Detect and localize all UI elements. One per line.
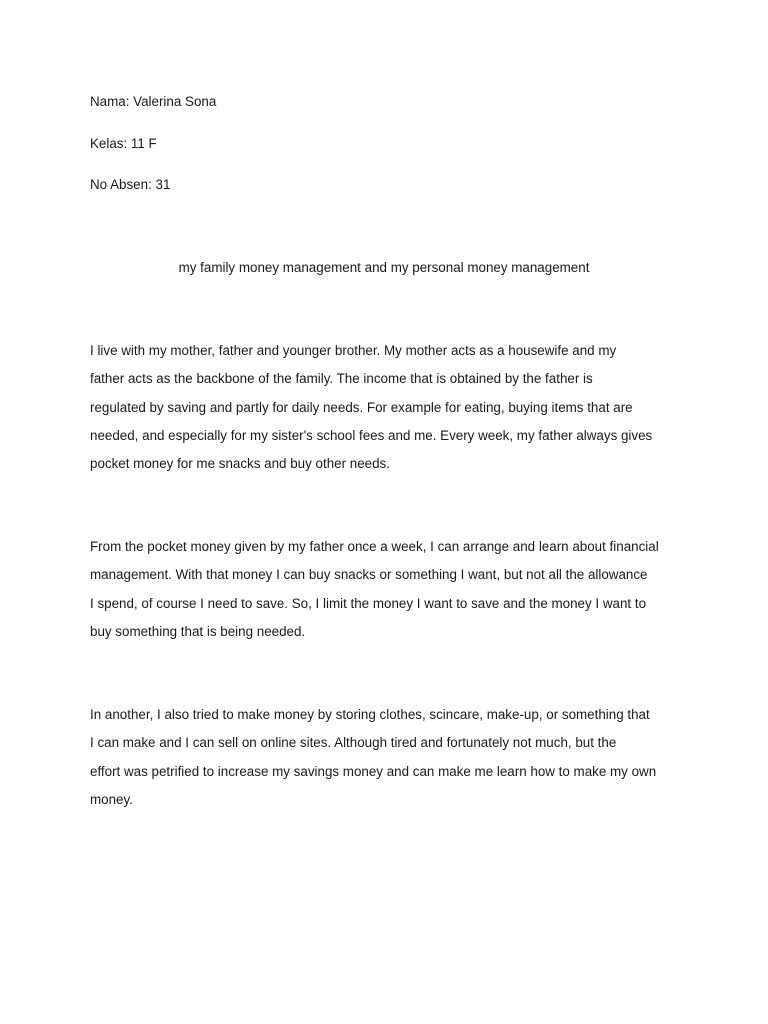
paragraph-online-selling <box>90 701 680 814</box>
paragraph-line: In another, I also tried to make money by storing clothes, scincare, make-up, or something that <box>90 707 650 722</box>
paragraph-line: management. With that money I can buy snacks or something I want, but not all the allowance <box>90 567 648 583</box>
student-name-line: Nama: Valerina Sona <box>90 94 217 109</box>
document-title: my family money management and my personal money management <box>178 260 590 275</box>
paragraph-family-income <box>90 337 680 478</box>
paragraph-line: I can make and I can sell on online sites. Although tired and fortunately not much, but the <box>90 735 617 751</box>
paragraph-line: needed, and especially for my sister's school fees and me. Every week, my father always gives <box>90 427 653 443</box>
paragraph-line: regulated by saving and partly for daily needs. For example for eating, buying items that are <box>90 399 633 415</box>
paragraph-line: pocket money for me snacks and buy other needs. <box>90 456 390 472</box>
student-class-line: Kelas: 11 F <box>90 136 157 151</box>
paragraph-pocket-money <box>90 533 680 646</box>
paragraph-line: effort was petrified to increase my savings money and can make me learn how to make my own <box>90 763 657 779</box>
student-absen-line: No Absen: 31 <box>90 177 171 192</box>
paragraph-line: father acts as the backbone of the family. The income that is obtained by the father is <box>90 371 593 387</box>
paragraph-line: From the pocket money given by my father once a week, I can arrange and learn about financial <box>90 539 659 554</box>
paragraph-line: buy something that is being needed. <box>90 623 306 639</box>
paragraph-line: I spend, of course I need to save. So, I limit the money I want to save and the money I want to <box>90 595 647 611</box>
paragraph-line: I live with my mother, father and younger brother. My mother acts as a housewife and my <box>90 343 617 358</box>
paragraph-line: money. <box>90 791 133 807</box>
